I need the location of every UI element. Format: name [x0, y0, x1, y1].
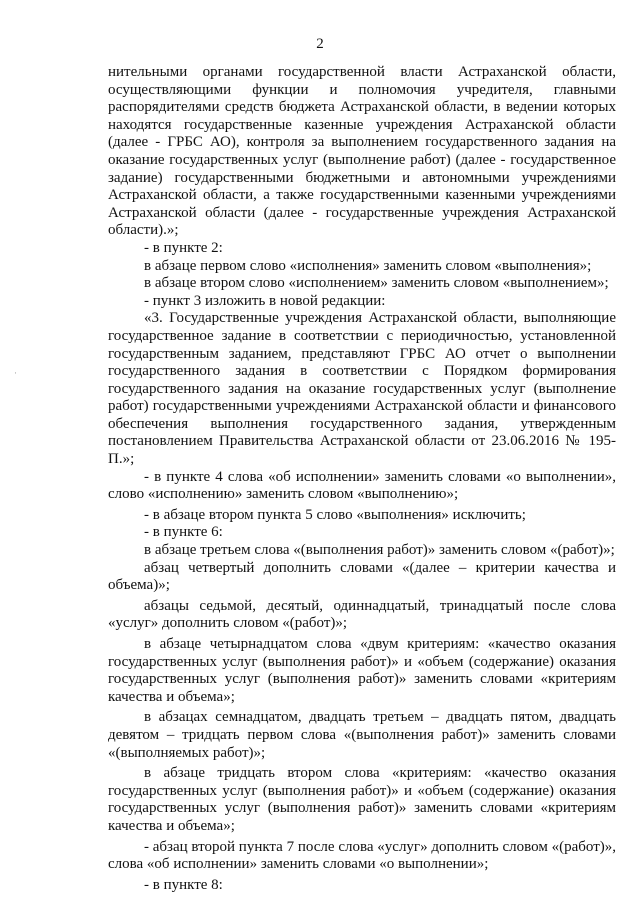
paragraph-14: в абзацах семнадцатом, двадцать третьем – двадцать пятом, двадцать девятом – тридцать первом слова «(выполнения работ)» заменить словами «(выполняемых работ)»;: [108, 709, 616, 761]
paragraph-15: в абзаце тридцать втором слова «критериям: «качество оказания государственных услуг (выполнения работ)» и «объем (содержание) оказания государственных услуг (выполнения работ)» заменить словами «критериям качества и объема»;: [108, 765, 616, 834]
margin-mark: ·: [14, 368, 17, 378]
paragraph-3: в абзаце первом слово «исполнения» заменить словом «выполнения»;: [144, 257, 592, 274]
paragraph-13: в абзаце четырнадцатом слова «двум критериям: «качество оказания государственных услуг (выполнения работ)» и «объем (содержание) оказания государственных услуг (выполнения работ)» заменить словами «критериям качества и объема»;: [108, 636, 616, 705]
paragraph-12: абзацы седьмой, десятый, одиннадцатый, тринадцатый после слова «услуг» дополнить словом «(работ)»;: [108, 597, 616, 632]
paragraph-9: - в пункте 6:: [144, 524, 223, 541]
paragraph-17: - в пункте 8:: [144, 876, 223, 893]
paragraph-16: - абзац второй пункта 7 после слова «услуг» дополнить словом «(работ)», слова «об исполнении» заменить словами «о выполнении»;: [108, 838, 616, 873]
page-number: 2: [316, 36, 324, 52]
document-body: [108, 64, 616, 894]
paragraph-11: абзац четвертый дополнить словами «(далее – критерии качества и объема)»;: [108, 559, 616, 594]
paragraph-5: - пункт 3 изложить в новой редакции:: [144, 292, 386, 309]
paragraph-7: - в пункте 4 слова «об исполнении» заменить словами «о выполнении», слово «исполнению» заменить словом «выполнению»;: [108, 468, 616, 503]
paragraph-2: - в пункте 2:: [144, 239, 223, 256]
paragraph-10: в абзаце третьем слова «(выполнения работ)» заменить словом «(работ)»;: [144, 542, 615, 559]
paragraph-4: в абзаце втором слово «исполнением» заменить словом «выполнением»;: [144, 275, 609, 292]
paragraph-6: «3. Государственные учреждения Астраханской области, выполняющие государственное задание в соответствии с периодичностью, установленной государственным заданием, представляют ГРБС АО отчет о выполнении государственного задания в соответствии с Порядком формирования государственного задания на оказание государственных услуг (выполнение работ) государственными учреждениями Астраханской области и финансового обеспечения выполнения государственного задания, утвержденным постановлением Правительства Астраханской области от 23.06.2016 № 195-П.»;: [108, 310, 616, 468]
paragraph-1: нительными органами государственной власти Астраханской области, осуществляющими функции и полномочия учредителя, главными распорядителями средств бюджета Астраханской области, в ведении которых находятся государственные казенные учреждения Астраханской области (далее - ГРБС АО), контроля за выполнением государственного задания на оказание государственных услуг (выполнение работ) (далее - государственное задание) государственными бюджетными и автономными учреждениями Астраханской области, а также государственными казенными учреждениями Астраханской области (далее - государственные учреждения Астраханской области).»;: [108, 64, 616, 239]
paragraph-8: - в абзаце втором пункта 5 слово «выполнения» исключить;: [144, 506, 526, 523]
